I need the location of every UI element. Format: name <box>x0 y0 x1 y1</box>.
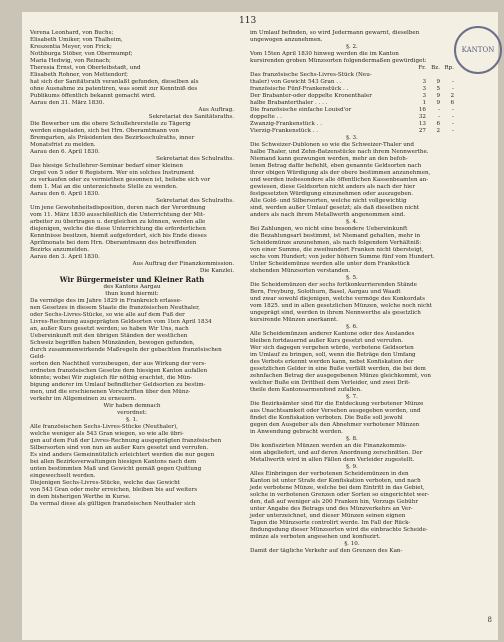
text-line: sion abgeliefert, und auf deren Anordnung zerschnitten. Der <box>250 450 423 456</box>
text-line: verordnet: <box>117 410 147 416</box>
coin-table-cell: 3 <box>422 86 426 92</box>
text-line: Wir haben demnach <box>103 403 161 409</box>
text-line: verkehr im Allgemeinen zu erneuern. <box>30 396 137 402</box>
text-line: Aarau den 6. April 1830. <box>30 149 100 155</box>
coin-table-cell: 13 <box>418 121 426 127</box>
coin-table-header: Rp. <box>444 65 454 71</box>
coin-table-cell: 2 <box>436 128 440 134</box>
text-line: Uebereinkunft mit den übrigen Ständen der westlichen <box>30 333 188 339</box>
text-line: Da vermal diese als gültigen französischen Neuthaler sich <box>30 501 196 507</box>
text-line: diejenigen, welche die diese Unterrichtung die erforderlichen <box>30 226 206 232</box>
coin-table-cell: 3 <box>422 93 426 99</box>
text-line: münze als verboten angesehen und konfiszirt. <box>250 534 381 540</box>
coin-table-cell <box>412 72 426 79</box>
text-line: gewiesen, diese Geldsorten nicht anders als nach der hier <box>250 184 416 190</box>
text-line: Aprilmonats bei dem Hrn. Oberamtmann des betreffenden <box>30 240 197 246</box>
text-line: an, außer Kurs gesetzt werden; so haben Wir Uns, nach <box>30 326 189 332</box>
coin-table-cell: - <box>452 114 454 120</box>
text-line: von 543 Gran oder mehr erreichen, bleiben bis auf weiters <box>30 487 198 493</box>
coin-table-row <box>250 72 454 79</box>
text-line: Bezirks anzumelden. <box>30 247 90 253</box>
archive-stamp: KANTON <box>454 26 502 74</box>
text-line: bigung anderer im Umlauf befindlicher Geldsorten zu bestim- <box>30 382 206 388</box>
text-line: §. 2. <box>346 44 358 50</box>
text-line: halbe Thaler, und Zehn-Batzenstücke nach ihrem Nennwerthe. <box>250 149 429 155</box>
text-line: vom 11. März 1830 ausschließlich die Unterrichtung der Mit- <box>30 212 205 218</box>
text-line: thun kund hiermit: <box>105 291 159 297</box>
text-line: Um jene Gewohnheitsdisposition, deren nach der Verordnung <box>30 205 206 211</box>
text-line: theile dem Kantonsarmenfond zufallen. <box>250 387 362 393</box>
coin-table-row <box>250 121 454 128</box>
text-line: Aus Auftrag. <box>198 107 234 113</box>
text-line: zu verkaufen oder zu vermiethen gesonnen ist, beliebe sich vor <box>30 177 211 183</box>
text-line: sechs vom Hundert; von jeder höhern Summe fünf vom Hundert. <box>250 254 435 260</box>
text-line: oder Sechs-Livres-Stücke, so wie alle auf dem Fuß der <box>30 312 185 318</box>
coin-table-cell <box>426 72 440 79</box>
text-line: findet die Konfiskation verboten. Die Buße soll jewohl <box>250 415 403 421</box>
text-line: §. 8. <box>346 436 358 442</box>
text-line: Diejenigen Sechs-Livres-Stücke, welche das Gewicht <box>30 480 181 486</box>
text-line: Verena Leonhard, von Buchs; <box>30 30 114 36</box>
text-line: Bei Zahlungen, wo nicht eine besondere Uebereinkunft <box>250 226 408 232</box>
coin-table-cell: 16 <box>418 107 426 113</box>
coin-table-cell: 27 <box>418 128 426 134</box>
text-line: Tagen die Münzsorte controlirt werde. Im Fall der Rück- <box>250 520 411 526</box>
text-line: festgesetzten Würdigung einzunehmen oder auszugeben. <box>250 191 414 197</box>
text-line: sorten den Nachtheil vorzubeugen, der aus Wirkung der vers- <box>30 361 207 367</box>
text-line: Bremgarten, als Präsidenten des Bezirksschulraths, inner <box>30 135 195 141</box>
text-line: aus Unachtsamkeit oder Versehen ausgegeben worden, und <box>250 408 421 414</box>
coin-table-header <box>250 65 412 72</box>
text-line: des Kantons Aargau <box>103 284 161 290</box>
text-line: Da vermöge des im Jahre 1829 in Frankreich erlasse- <box>30 298 182 304</box>
text-line: dem 1. Mai an die unterzeichnete Stelle zu wenden. <box>30 184 178 190</box>
text-line: arbeiter zu übertragen u. dergleichen zu können, werden alle <box>30 219 206 225</box>
text-line: bei allen Bezirksverwaltungen hiesigen Kantons nach dem <box>30 459 197 465</box>
text-line: jede verbotene Münze, welche bei dem Eintritt in das Gebiet, <box>250 485 425 491</box>
text-line: Kanton ist unter Strafe der Konfiskation verboten, und nach <box>250 478 421 484</box>
coin-table-row <box>250 79 454 86</box>
page-number: 113 <box>239 16 257 26</box>
text-line: im Umlauf zu bringen, soll, wenn die Beträge den Umfang <box>250 352 416 358</box>
coin-table-cell: 9 <box>436 93 440 99</box>
coin-table-cell: - <box>452 107 454 113</box>
text-line: gegen den Ausgeber als den Abnehmer verbotener Münzen <box>250 422 420 428</box>
coin-table-cell: 9 <box>436 79 440 85</box>
text-line: von einer Summe, die zweihundert Franken nicht übersteigt, <box>250 247 424 253</box>
coin-table-cell: doppelte . . <box>250 114 282 120</box>
coin-table-cell: 32 <box>418 114 426 120</box>
text-line: solche in verbotenen Grenzen oder Sorten so eingerichtet wer- <box>250 492 430 498</box>
text-line: eingewechselt werden. <box>30 473 96 479</box>
text-line: welcher Buße ein Drittheil dem Verleider, und zwei Drit- <box>250 380 411 386</box>
text-line: durch zusammenwirkende Maßregeln der gebachten französischen Geld- <box>30 347 222 360</box>
coin-table-cell: halbe Brabanterthaler . . . . <box>250 100 328 106</box>
text-line: Sekretariat des Sanitätsraths. <box>148 114 234 120</box>
text-line: Bern, Freyburg, Solothurn, Basel, Aargau und Waadt <box>250 289 401 295</box>
coin-table-cell: 2 <box>450 93 454 99</box>
text-line: §. 6. <box>346 324 358 330</box>
text-line: Die Kanzlei. <box>199 268 234 274</box>
text-line: Aarau den 3. April 1830. <box>30 254 100 260</box>
text-line: könnte; wobei Wir zugleich für nöthig erachtet, die Mün- <box>30 375 193 381</box>
text-line: Orgel von 5 oder 6 Registern. Wer ein solches Instrument <box>30 170 195 176</box>
text-line: Scheidemünze anzunehmen, als nach folgendem Verhältniß: <box>250 240 422 246</box>
coin-table-cell: 6 <box>436 121 440 127</box>
text-line: §. 4. <box>346 219 358 225</box>
coin-table-cell: Vierzig-Frankenstück . . <box>250 128 319 134</box>
text-line: sind, werden außer Umlauf gesetzt; als daß dieselben nicht <box>250 205 420 211</box>
text-line: gen auf dem Fuß der Livres-Rechnung ausgeprägten französischen <box>30 438 222 444</box>
coin-table-cell: 9 <box>436 100 440 106</box>
coin-table-row <box>250 128 454 135</box>
coin-table-cell: Das französische Sechs-Livres-Stück (Neu- <box>250 72 372 78</box>
text-line: Silbersorten sind von nun an außer Kurs gesetzt und verrufen. <box>30 445 209 451</box>
text-line: Niemand kann gezwungen werden, mehr an den befoh- <box>250 156 408 162</box>
text-line: §. 10. <box>344 541 360 547</box>
text-line: §. 9. <box>346 464 358 470</box>
coin-table-row <box>250 93 454 100</box>
text-line: Wir Bürgermeister und Kleiner Rath <box>59 275 205 284</box>
text-line: in dem bisherigen Werthe in Kurse. <box>30 494 131 500</box>
text-line: Sekretariat des Schulraths. <box>156 198 234 204</box>
text-line: Aarau den 6. April 1830. <box>30 191 100 197</box>
text-line: und werden insbesondere alle öffentlichen Kassenbeamten an- <box>250 177 429 183</box>
text-line: jeder unterzeichnet, und dieser Münzen seinen eignen <box>250 513 406 519</box>
text-line: §. 5. <box>346 275 358 281</box>
coin-table-cell: Die französische einfache Louisd'or <box>250 107 352 113</box>
coin-table-cell: 3 <box>422 79 426 85</box>
text-line: Vom 15ten April 1830 hinweg werden die im Kanton <box>250 51 399 57</box>
text-line: gesetzlichen Gelder in eine Buße verfällt werden, die bei dem <box>250 366 426 372</box>
coin-table-cell: - <box>452 128 454 134</box>
text-line: hat sich der Sanitätsrath veranlaßt gefunden, dieselben als <box>30 79 199 85</box>
text-line: Es sind anders Gemeinnützlich erleichtert werden die nur gegen <box>30 452 215 458</box>
coin-table-cell: 6 <box>450 100 454 106</box>
text-line: und zwar sowohl diejenigen, welche vermöge des Konkordats <box>250 296 426 302</box>
text-line: anders als nach ihrem Metallwerth angenommen sind. <box>250 212 406 218</box>
text-line: Schweiz begriffen haben Münzänden, bewogen gefunden, <box>30 340 195 346</box>
text-line: Livres-Rechnung ausgeprägten Geldsorten vom 1ten April 1834 <box>30 319 212 325</box>
text-line: findungsdung dieser Münzsorten wird die einbrachte Scheide- <box>250 527 428 533</box>
text-line: §. 3. <box>346 135 358 141</box>
document-page <box>22 12 498 640</box>
text-line: Sekretariat des Schulraths. <box>156 156 234 162</box>
volume-mark: 8 <box>487 616 492 624</box>
text-line: werden eingeladen, sich bei Hrn. Oberamtmann von <box>30 128 179 134</box>
left-column <box>30 30 234 508</box>
text-line: Die Bezirksämter sind für die Entdeckung verbotener Münze <box>250 401 424 407</box>
coin-table-cell: Der Brabanter-oder doppelte Kronenthaler <box>250 93 372 99</box>
text-line: Kreszentia Meyer, von Frick; <box>30 44 112 50</box>
text-line: Die Schweizer-Dublonen so wie die Schweizer-Thaler und <box>250 142 414 148</box>
text-line: vom 1825. und in allen gesetzlichen Münzen, welche noch nicht <box>250 303 432 309</box>
text-line: Metallwerth wird in allen Fällen dem Verleider zugestellt. <box>250 457 415 463</box>
text-line: Alle Gold- und Silbersorten, welche nicht vollgewichtig <box>250 198 407 204</box>
text-line: men, und die erschienenen Vorschriften über den Münz- <box>30 389 191 395</box>
right-column <box>250 30 454 555</box>
coin-table-cell <box>440 72 454 79</box>
coin-table-cell: - <box>452 79 454 85</box>
coin-table-cell: 5 <box>436 86 440 92</box>
text-line: unten bestimmten Maß und Gewicht gemäß gegen Quittung <box>30 466 202 472</box>
text-line: des Verbots erkennt werden kann, nebst Konfiskation der <box>250 359 414 365</box>
text-line: ordneten französischen Gesetze dem hiesigen Kanton aufallen <box>30 368 208 374</box>
text-line: Aus Auftrag der Finanzkommission. <box>132 261 234 267</box>
text-line: Die Scheidemünzen der sechs fortkonkurrierenden Stände <box>250 282 417 288</box>
text-line: stehenden Münzsorten verstanden. <box>250 268 351 274</box>
text-line: ohne Ausnahme zu patentiren, was somit zur Kenntniß des <box>30 86 198 92</box>
text-line: bleiben fortdauernd außer Kurs gesetzt und verrufen. <box>250 338 404 344</box>
coin-table-cell: Zwanzig-Frankenstück . . <box>250 121 322 127</box>
text-line: Die konfiszirten Münzen werden an die Finanzkommis- <box>250 443 407 449</box>
text-line: Nothburga Stöber, von Obermumpf; <box>30 51 133 57</box>
coin-table-cell: - <box>452 121 454 127</box>
text-line: nen Gesetzes in diesem Staate die französischen Neuthaler, <box>30 305 200 311</box>
text-line: Alle Scheidemünzen anderer Kantone oder des Auslandes <box>250 331 415 337</box>
text-line: Aarau den 31. März 1830. <box>30 100 105 106</box>
coin-table-row <box>250 86 454 93</box>
text-line: Damit der tägliche Verkehr auf den Grenzen des Kan- <box>250 548 403 554</box>
coin-table-header: Bz. <box>431 65 440 71</box>
text-line: kursirende Münzen anerkannt. <box>250 317 339 323</box>
text-line: unter Angabe des Betrags und des Münzverkehrs an Ver- <box>250 506 413 512</box>
text-line: zehnfachen Betrag der ausgegebenen Münze gleichkommt, von <box>250 373 431 379</box>
coin-table <box>250 65 454 135</box>
coin-table-row <box>250 100 454 107</box>
coin-table-header: Fr. <box>418 65 426 71</box>
text-line: §. 7. <box>346 394 358 400</box>
text-line: Kenntnisse besitzen, hiemit aufgefordert, sich bis Ende dieses <box>30 233 207 239</box>
coin-table-cell: 1 <box>422 100 426 106</box>
coin-table-cell: - <box>438 114 440 120</box>
text-line: ihrer obigen Würdigung als der obere bestimmen anzunehmen, <box>250 170 431 176</box>
coin-table-cell: - <box>438 107 440 113</box>
coin-table-cell: - <box>452 86 454 92</box>
text-line: in Anwendung gebracht werden. <box>250 429 343 435</box>
text-line: Wer sich dagegen vergehen würde, verbotene Geldsorten <box>250 345 414 351</box>
coin-table-cell: thaler) von Gewicht 543 Gran . . <box>250 79 342 85</box>
text-line: Das hiesige Schullehrer-Seminar bedarf einer kleinen <box>30 163 183 169</box>
text-line: Theresia Ernst, von Oberleibstadt, und <box>30 65 141 71</box>
text-line: kursirenden groben Münzsorten folgendermaßen gewürdiget: <box>250 58 427 64</box>
text-line: welche weniger als 543 Gran wiegen, so wie alle übri- <box>30 431 184 437</box>
coin-table-cell: französische Fünf-Frankenstück . . <box>250 86 349 92</box>
text-line: §. 1. <box>126 417 138 423</box>
text-line: Unter Scheidemünze werden alle unter dem Frankstück <box>250 261 410 267</box>
coin-table-row <box>250 114 454 121</box>
text-line: ungewogen anzunehmen. <box>250 37 323 43</box>
text-line: ungeprägt sind, werden in ihrem Nennwerthe als gesetzlich <box>250 310 421 316</box>
text-line: Elisabeth Rohner, von Mettendorf; <box>30 72 129 78</box>
text-line: Elisabeth Umiker, von Thalheim, <box>30 37 123 43</box>
text-line: im Umlauf befinden, so wird Jedermann gewarnt, dieselben <box>250 30 420 36</box>
text-line: Maria Hedwig, von Reinach; <box>30 58 111 64</box>
text-line: den, daß auf weniger als 200 Franken hin, Vorzugs Gebühr <box>250 499 419 505</box>
text-line: Publikums öffentlich bekannt gemacht wird. <box>30 93 156 99</box>
text-line: Alle französischen Sechs-Livres-Stücke (Neuthaler), <box>30 424 178 430</box>
coin-table-row <box>250 107 454 114</box>
text-line: Monatsfrist zu melden. <box>30 142 96 148</box>
text-line: Die Bewerber um die obere Schullehrerstelle zu Tägerig <box>30 121 191 127</box>
text-line: Alles Einbringen der verbotenen Scheidemünzen in den <box>250 471 409 477</box>
text-line: lenen Betrag dafür befiehlt, eben genannte Geldsorten nach <box>250 163 422 169</box>
text-line: die Bezahlungsart bestimmt, ist Niemand gehalten, mehr in <box>250 233 421 239</box>
